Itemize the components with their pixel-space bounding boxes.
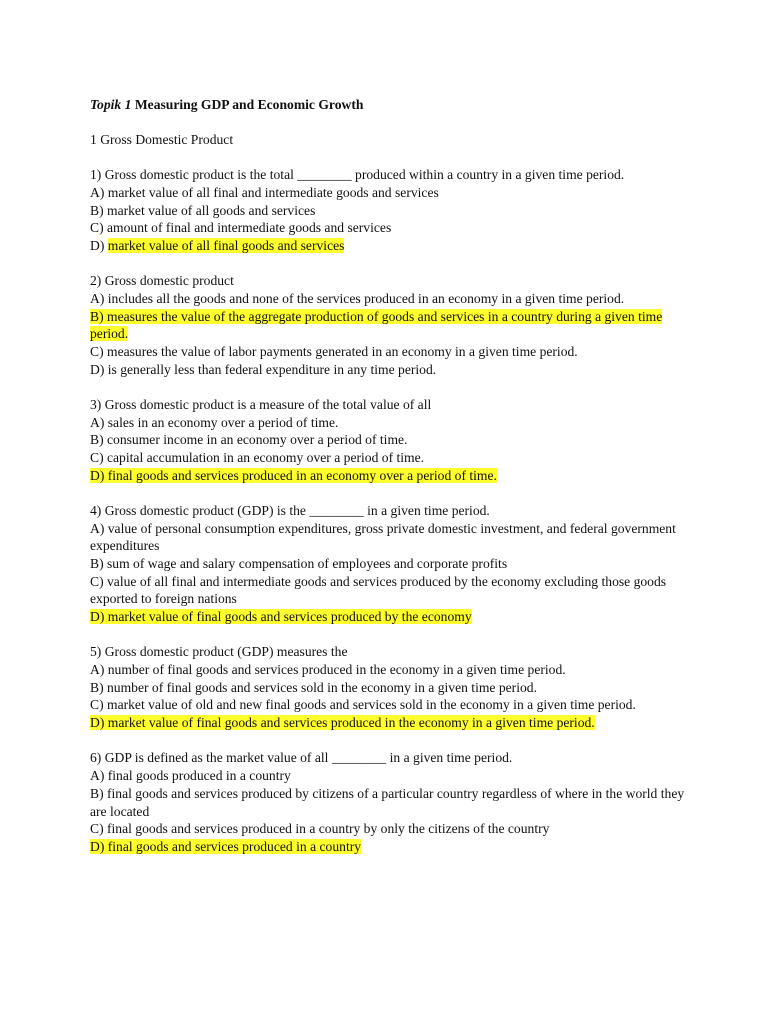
question-1 [90,166,690,255]
option-c: C) capital accumulation in an economy over a period of time. [90,450,425,466]
section-heading: 1 Gross Domestic Product [90,132,234,147]
option-a: A) sales in an economy over a period of time. [90,414,339,430]
option-b: B) market value of all goods and services [90,202,316,218]
question-stem: 2) Gross domestic product [90,273,234,289]
correct-answer-highlight: D) final goods and services produced in a country [90,838,362,854]
document-title [90,96,690,114]
option-c: C) final goods and services produced in a country by only the citizens of the country [90,821,550,837]
option-d [90,237,690,255]
question-stem: 4) Gross domestic product (GDP) is the ________ in a given time period. [90,502,490,518]
option-d [90,714,690,732]
topic-label: Topik 1 [90,97,132,112]
option-prefix: D) [90,238,108,254]
option-b: B) consumer income in an economy over a period of time. [90,432,408,448]
question-stem: 5) Gross domestic product (GDP) measures the [90,644,348,660]
question-stem: 6) GDP is defined as the market value of all ________ in a given time period. [90,750,513,766]
question-3 [90,396,690,485]
option-b [90,308,690,343]
question-2 [90,272,690,378]
question-stem: 3) Gross domestic product is a measure of the total value of all [90,396,432,412]
question-6 [90,749,690,855]
option-c: C) value of all final and intermediate goods and services produced by the economy excluding those goods exported to foreign nations [90,573,667,607]
correct-answer-highlight: B) measures the value of the aggregate production of goods and services in a country during a given time period. [90,308,663,342]
option-d [90,608,690,626]
option-b: B) final goods and services produced by citizens of a particular country regardless of where in the world they are located [90,785,685,819]
option-a: A) number of final goods and services produced in the economy in a given time period. [90,662,566,678]
title-text: Measuring GDP and Economic Growth [134,97,364,112]
document-body [90,96,690,856]
option-a: A) includes all the goods and none of the services produced in an economy in a given time period. [90,290,625,306]
option-d: D) is generally less than federal expenditure in any time period. [90,361,437,377]
correct-answer-highlight: D) market value of final goods and services produced in the economy in a given time period. [90,715,595,731]
option-c: C) measures the value of labor payments generated in an economy in a given time period. [90,344,578,360]
question-4 [90,502,690,626]
option-d [90,838,690,856]
question-stem: 1) Gross domestic product is the total ________ produced within a country in a given time period. [90,167,625,183]
option-d [90,467,690,485]
option-c: C) amount of final and intermediate goods and services [90,220,392,236]
option-c: C) market value of old and new final goods and services sold in the economy in a given time period. [90,697,636,713]
question-5 [90,643,690,732]
option-a: A) value of personal consumption expenditures, gross private domestic investment, and federal government expenditures [90,520,676,554]
option-b: B) number of final goods and services sold in the economy in a given time period. [90,679,537,695]
correct-answer-highlight: D) market value of final goods and services produced by the economy [90,609,472,625]
option-a: A) market value of all final and intermediate goods and services [90,184,439,200]
correct-answer-highlight: D) final goods and services produced in an economy over a period of time. [90,467,497,483]
option-b: B) sum of wage and salary compensation of employees and corporate profits [90,556,508,572]
option-a: A) final goods produced in a country [90,768,291,784]
correct-answer-highlight: market value of all final goods and services [107,238,345,254]
